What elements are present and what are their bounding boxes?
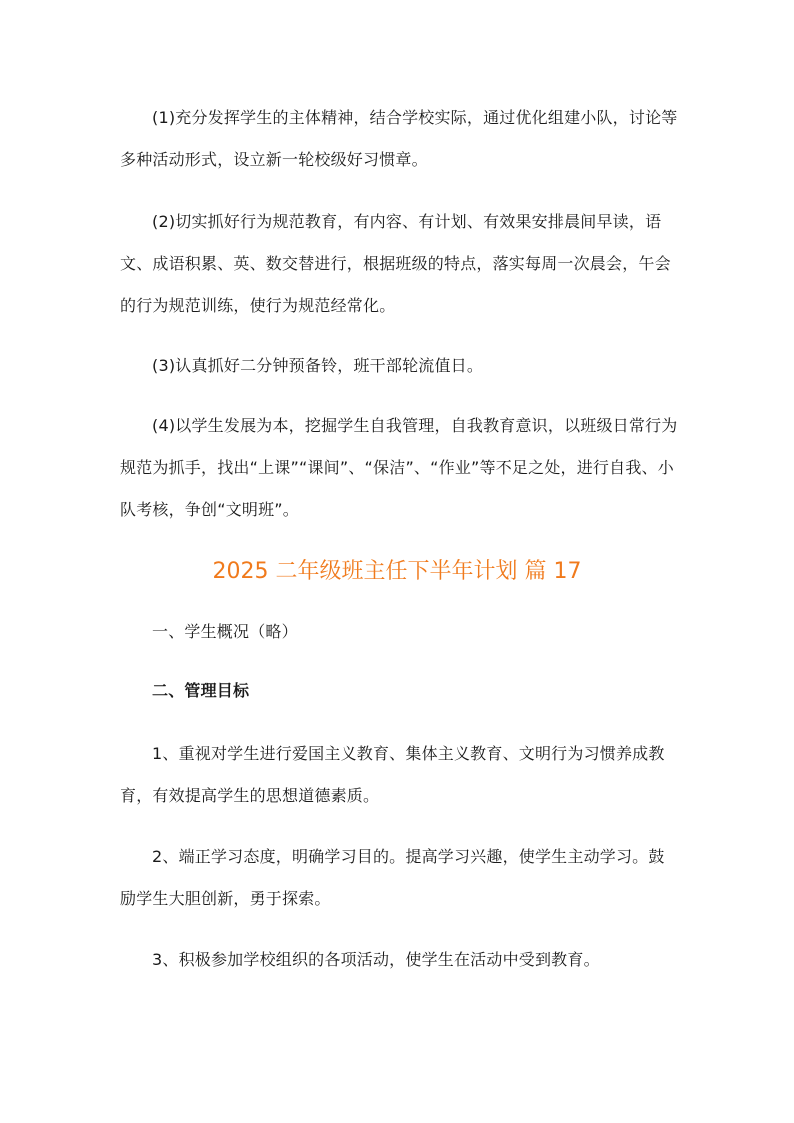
paragraph-goal-2: 2、端正学习态度，明确学习目的。提高学习兴趣，使学生主动学习。鼓励学生大胆创新，勇于探索。 [120,847,665,908]
paragraph-management-goals: 二、管理目标 [152,681,250,700]
paragraph-goal-3: 3、积极参加学校组织的各项活动，使学生在活动中受到教育。 [152,950,600,969]
paragraph-2: (2)切实抓好行为规范教育，有内容、有计划、有效果安排晨间早读，语文、成语积累、英、数交替进行，根据班级的特点，落实每周一次晨会，午会的行为规范训练，使行为规范经常化。 [120,212,671,315]
paragraph-goal-1: 1、重视对学生进行爱国主义教育、集体主义教育、文明行为习惯养成教育，有效提高学生的思想道德素质。 [120,744,665,805]
paragraph-student-overview: 一、学生概况（略） [152,622,298,641]
section-heading: 2025 二年级班主任下半年计划 篇 17 [212,559,582,584]
paragraph-4: (4)以学生发展为本，挖掘学生自我管理，自我教育意识，以班级日常行为规范为抓手，找出“上课”“课间”、“保洁”、“作业”等不足之处，进行自我、小队考核，争创“文明班”。 [120,416,678,519]
paragraph-3: (3)认真抓好二分钟预备铃，班干部轮流值日。 [152,356,484,375]
paragraph-1: (1)充分发挥学生的主体精神，结合学校实际，通过优化组建小队，讨论等多种活动形式，设立新一轮校级好习惯章。 [120,108,678,169]
